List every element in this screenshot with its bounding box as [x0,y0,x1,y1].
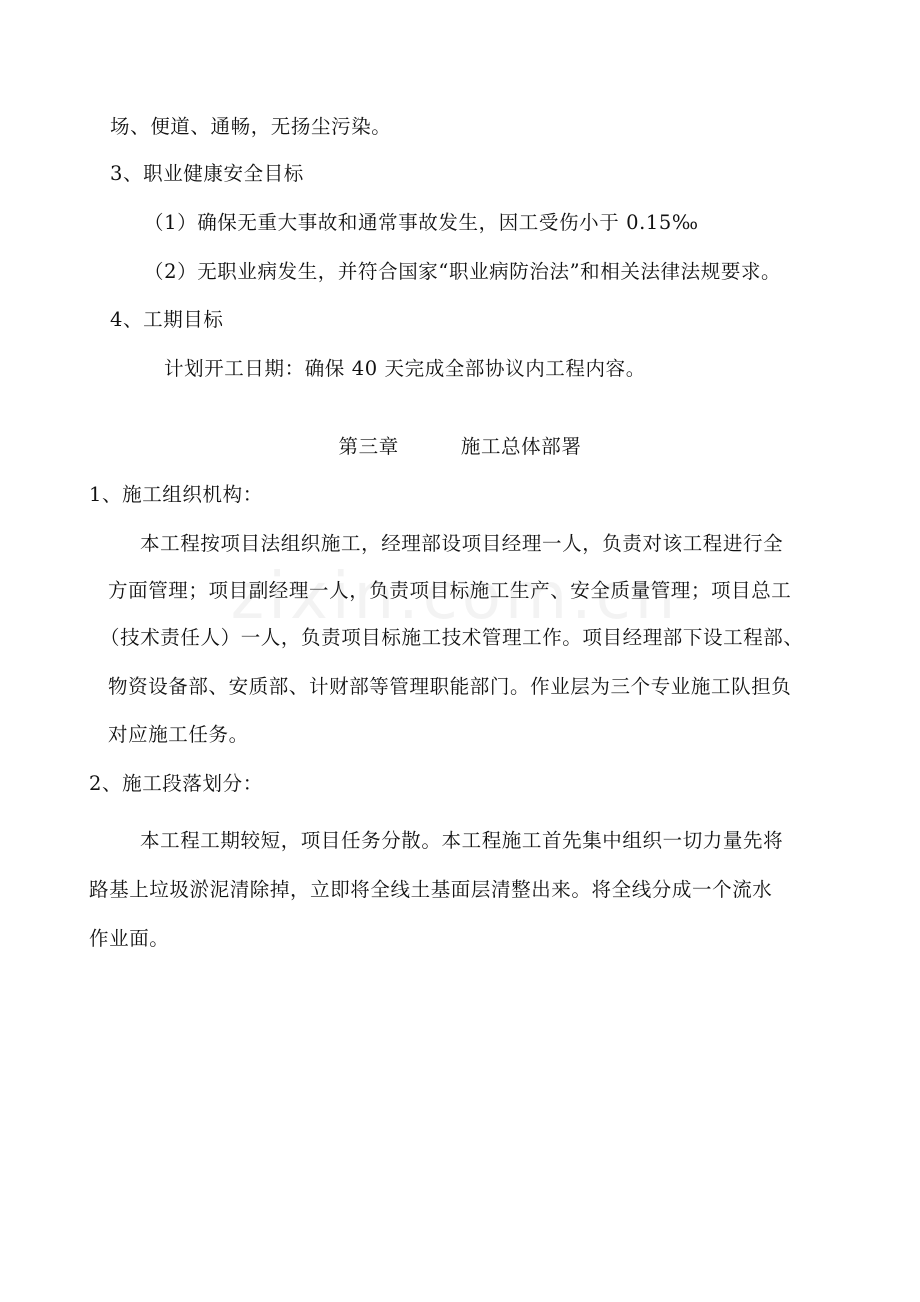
chapter-number: 第三章 [338,435,399,458]
paragraph-line: 路基上垃圾淤泥清除掉，立即将全线土基面层清整出来。将全线分成一个流水 [89,878,773,901]
paragraph-line: 对应施工任务。 [108,723,249,746]
text-line: 计划开工日期：确保 40 天完成全部协议内工程内容。 [164,357,646,380]
chapter-heading [0,433,920,461]
list-item: （1）确保无重大事故和通常事故发生，因工受伤小于 0.15‰ [144,211,699,234]
list-item: （2）无职业病发生，并符合国家“职业病防治法”和相关法律法规要求。 [144,260,782,283]
paragraph-line: 方面管理；项目副经理一人，负责项目标施工生产、安全质量管理；项目总工 [108,579,792,602]
section-heading: 2、施工段落划分： [89,772,263,795]
paragraph-line: 物资设备部、安质部、计财部等管理职能部门。作业层为三个专业施工队担负 [108,675,792,698]
chapter-title: 施工总体部署 [460,435,582,458]
paragraph-line: 作业面。 [89,927,170,950]
text-line: 场、便道、通畅，无扬尘污染。 [110,115,392,138]
paragraph-line: （技术责任人）一人，负责项目标施工技术管理工作。项目经理部下设工程部、 [100,626,804,649]
section-heading: 1、施工组织机构： [89,483,263,506]
paragraph-line: 本工程工期较短，项目任务分散。本工程施工首先集中组织一切力量先将 [140,829,784,852]
subheading-schedule: 4、工期目标 [110,308,224,331]
subheading-health-safety: 3、职业健康安全目标 [110,162,304,185]
paragraph-line: 本工程按项目法组织施工，经理部设项目经理一人，负责对该工程进行全 [140,532,784,555]
